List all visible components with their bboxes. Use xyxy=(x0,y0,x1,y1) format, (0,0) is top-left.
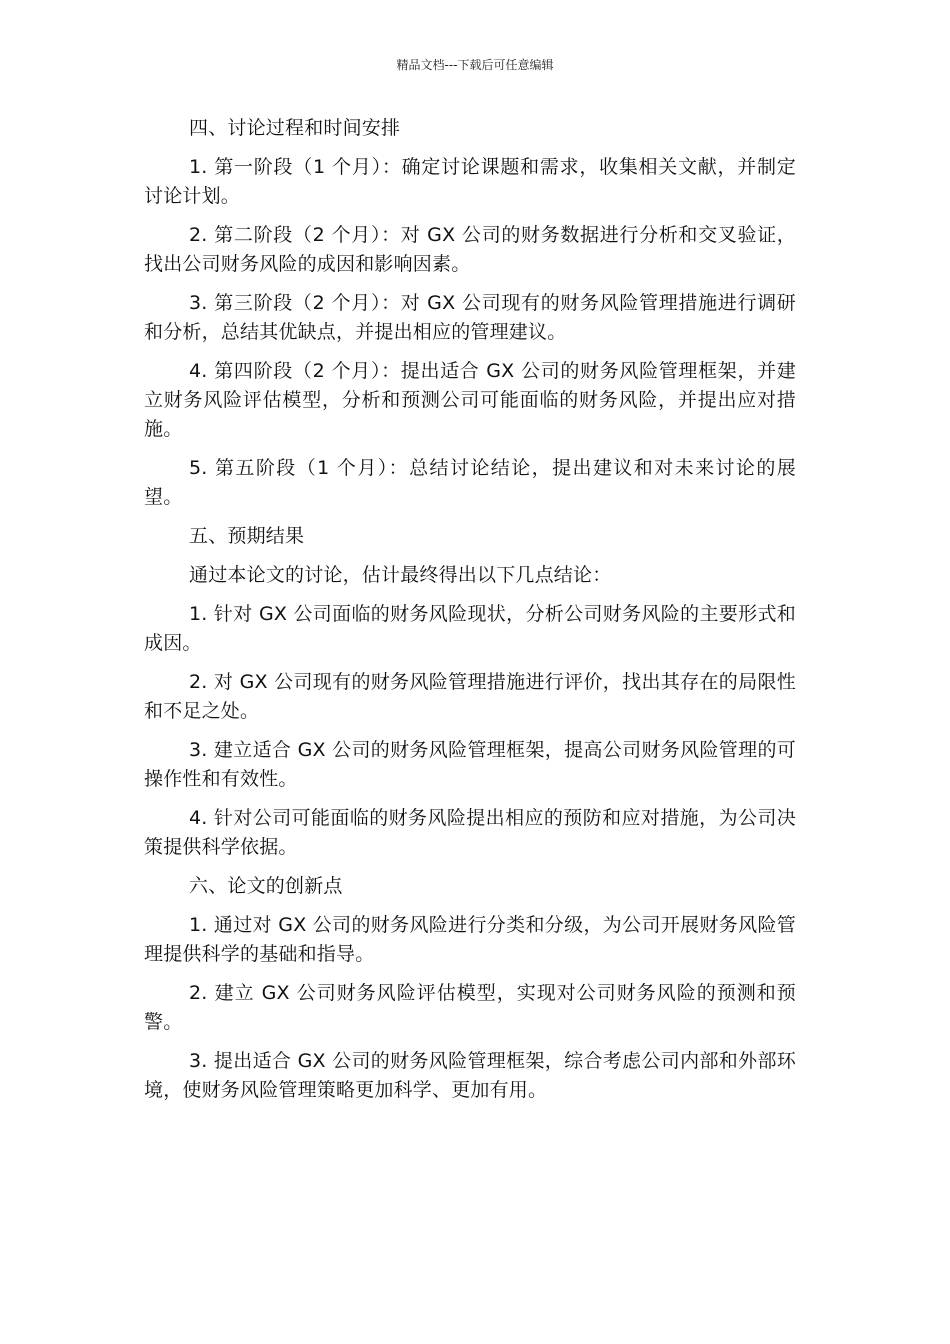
section-heading-schedule: 四、讨论过程和时间安排 xyxy=(189,117,401,139)
innovation-item-1: 1. 通过对 GX 公司的财务风险进行分类和分级，为公司开展财务风险管理提供科学的基础和指导。 xyxy=(144,914,796,965)
expected-result-item-3: 3. 建立适合 GX 公司的财务风险管理框架，提高公司财务风险管理的可操作性和有效性。 xyxy=(144,739,796,790)
schedule-item-3: 3. 第三阶段（2 个月）：对 GX 公司现有的财务风险管理措施进行调研和分析，总结其优缺点，并提出相应的管理建议。 xyxy=(144,292,796,343)
innovation-item-3: 3. 提出适合 GX 公司的财务风险管理框架，综合考虑公司内部和外部环境，使财务风险管理策略更加科学、更加有用。 xyxy=(144,1050,796,1101)
page-header: 精品文档---下载后可任意编辑 xyxy=(396,58,554,72)
expected-result-item-1: 1. 针对 GX 公司面临的财务风险现状，分析公司财务风险的主要形式和成因。 xyxy=(144,603,796,654)
schedule-item-5: 5. 第五阶段（1 个月）：总结讨论结论，提出建议和对未来讨论的展望。 xyxy=(144,457,796,508)
innovation-item-2: 2. 建立 GX 公司财务风险评估模型，实现对公司财务风险的预测和预警。 xyxy=(144,982,796,1033)
expected-result-item-2: 2. 对 GX 公司现有的财务风险管理措施进行评价，找出其存在的局限性和不足之处。 xyxy=(144,671,796,722)
section-heading-expected-results: 五、预期结果 xyxy=(189,525,305,547)
expected-result-item-4: 4. 针对公司可能面临的财务风险提出相应的预防和应对措施，为公司决策提供科学依据。 xyxy=(144,807,796,858)
document-body xyxy=(144,114,796,1115)
section-heading-innovation: 六、论文的创新点 xyxy=(189,875,343,897)
schedule-item-2: 2. 第二阶段（2 个月）：对 GX 公司的财务数据进行分析和交叉验证，找出公司财务风险的成因和影响因素。 xyxy=(144,224,796,275)
expected-results-intro: 通过本论文的讨论，估计最终得出以下几点结论： xyxy=(189,564,612,586)
schedule-item-4: 4. 第四阶段（2 个月）：提出适合 GX 公司的财务风险管理框架，并建立财务风险评估模型，分析和预测公司可能面临的财务风险，并提出应对措施。 xyxy=(144,360,796,440)
schedule-item-1: 1. 第一阶段（1 个月）：确定讨论课题和需求，收集相关文献，并制定讨论计划。 xyxy=(144,156,796,207)
